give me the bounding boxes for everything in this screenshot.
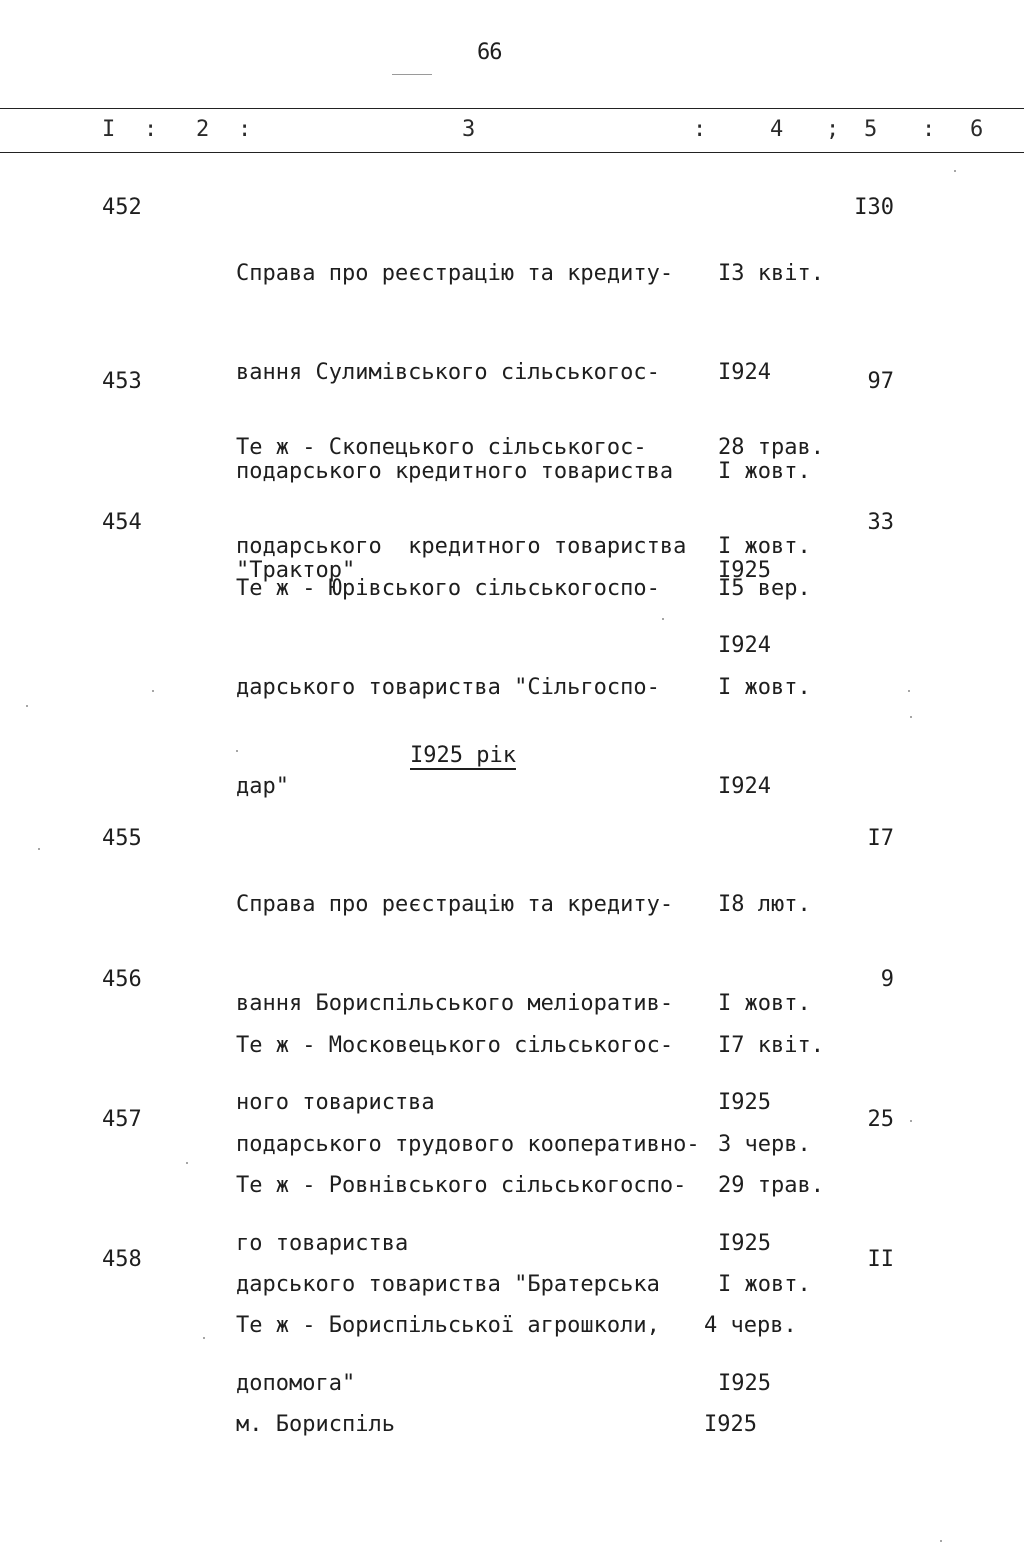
description-line: м. Бориспіль: [236, 1412, 395, 1437]
date-line: 28 трав.: [718, 435, 824, 460]
date-line: I жовт.: [718, 675, 811, 700]
date-line: I7 квіт.: [718, 1033, 824, 1058]
scan-speck: [38, 848, 40, 850]
header-top-rule: [0, 108, 1024, 109]
description-line: Те ж - Юрівського сільськогоспо-: [236, 576, 660, 601]
header-sep-1: :: [144, 117, 158, 142]
scan-speck: [940, 1540, 942, 1542]
header-sep-2: :: [238, 117, 252, 142]
date-line: I925: [718, 558, 771, 583]
header-col-6: 6: [970, 117, 984, 142]
description-line: Те ж - Ровнівського сільськогоспо-: [236, 1173, 687, 1198]
date-line: I жовт.: [718, 991, 811, 1016]
header-col-2: 2: [196, 117, 210, 142]
scan-speck: [26, 705, 28, 707]
sheet-count: I30: [854, 195, 894, 220]
pencil-mark: [392, 74, 432, 75]
file-number: 453: [102, 369, 142, 394]
date-line: I925: [718, 1231, 771, 1256]
date-line: 4 черв.: [704, 1313, 797, 1338]
header-col-4: 4: [770, 117, 784, 142]
date-line: I925: [718, 1090, 771, 1115]
sheet-count: 9: [880, 967, 894, 992]
table-header: [0, 117, 1024, 145]
description-line: допомога": [236, 1371, 356, 1396]
date-line: I925: [718, 1371, 771, 1396]
date-line: I жовт.: [718, 459, 811, 484]
file-number: 454: [102, 510, 142, 535]
header-bottom-rule: [0, 152, 1024, 153]
description-line: Те ж - Бориспільської агрошколи,: [236, 1313, 660, 1338]
date-line: I3 квіт.: [718, 261, 824, 286]
file-dates: [718, 506, 811, 869]
description-line: Справа про реєстрацію та кредиту-: [236, 892, 674, 917]
header-sep-3: :: [693, 117, 707, 142]
file-description: [236, 1243, 660, 1507]
sheet-count: I7: [867, 826, 894, 851]
scan-speck: [910, 716, 912, 718]
file-number: 455: [102, 826, 142, 851]
scan-speck: [662, 618, 664, 620]
description-line: дарського товариства "Братерська: [236, 1272, 660, 1297]
scan-speck: [186, 1162, 188, 1164]
scan-speck: [236, 750, 238, 752]
date-line: I5 вер.: [718, 576, 811, 601]
description-line: вання Сулимівського сільськогос-: [236, 360, 660, 385]
sheet-count: 33: [867, 510, 894, 535]
sheet-count: 25: [867, 1107, 894, 1132]
date-line: 3 черв.: [718, 1132, 811, 1157]
date-line: I924: [718, 633, 771, 658]
header-sep-5: :: [922, 117, 936, 142]
date-line: I924: [718, 774, 771, 799]
scan-speck: [152, 690, 154, 692]
description-line: го товариства: [236, 1231, 409, 1256]
page-number: 66: [477, 40, 502, 65]
header-col-3: 3: [462, 117, 476, 142]
date-line: I жовт.: [718, 1272, 811, 1297]
header-col-5: 5: [864, 117, 878, 142]
file-dates: [704, 1243, 797, 1507]
date-line: I8 лют.: [718, 892, 811, 917]
file-number: 456: [102, 967, 142, 992]
header-sep-4: ;: [826, 117, 840, 142]
file-number: 457: [102, 1107, 142, 1132]
scan-speck: [954, 170, 956, 172]
sheet-count: 97: [867, 369, 894, 394]
file-number: 458: [102, 1247, 142, 1272]
description-line: Те ж - Скопецького сільськогос-: [236, 435, 647, 460]
description-line: ного товариства: [236, 1090, 435, 1115]
description-line: дар": [236, 774, 289, 799]
date-line: I925: [704, 1412, 757, 1437]
description-line: Справа про реєстрацію та кредиту-: [236, 261, 674, 286]
scan-speck: [908, 690, 910, 692]
file-description: [236, 506, 660, 869]
date-line: I жовт.: [718, 534, 811, 559]
description-line: подарського кредитного товариства: [236, 534, 687, 559]
description-line: "Трактор": [236, 558, 356, 583]
date-line: I924: [718, 360, 771, 385]
description-line: подарського трудового кооперативно-: [236, 1132, 700, 1157]
scan-speck: [910, 1120, 912, 1122]
description-line: дарського товариства "Сільгоспо-: [236, 675, 660, 700]
description-line: Те ж - Московецького сільськогос-: [236, 1033, 674, 1058]
description-line: подарського кредитного товариства: [236, 459, 674, 484]
scan-speck: [203, 1337, 205, 1339]
header-col-1: I: [102, 117, 116, 142]
sheet-count: II: [867, 1247, 894, 1272]
date-line: 29 трав.: [718, 1173, 824, 1198]
file-number: 452: [102, 195, 142, 220]
section-heading: I925 рік: [410, 743, 516, 768]
description-line: вання Бориспільського меліоратив-: [236, 991, 674, 1016]
